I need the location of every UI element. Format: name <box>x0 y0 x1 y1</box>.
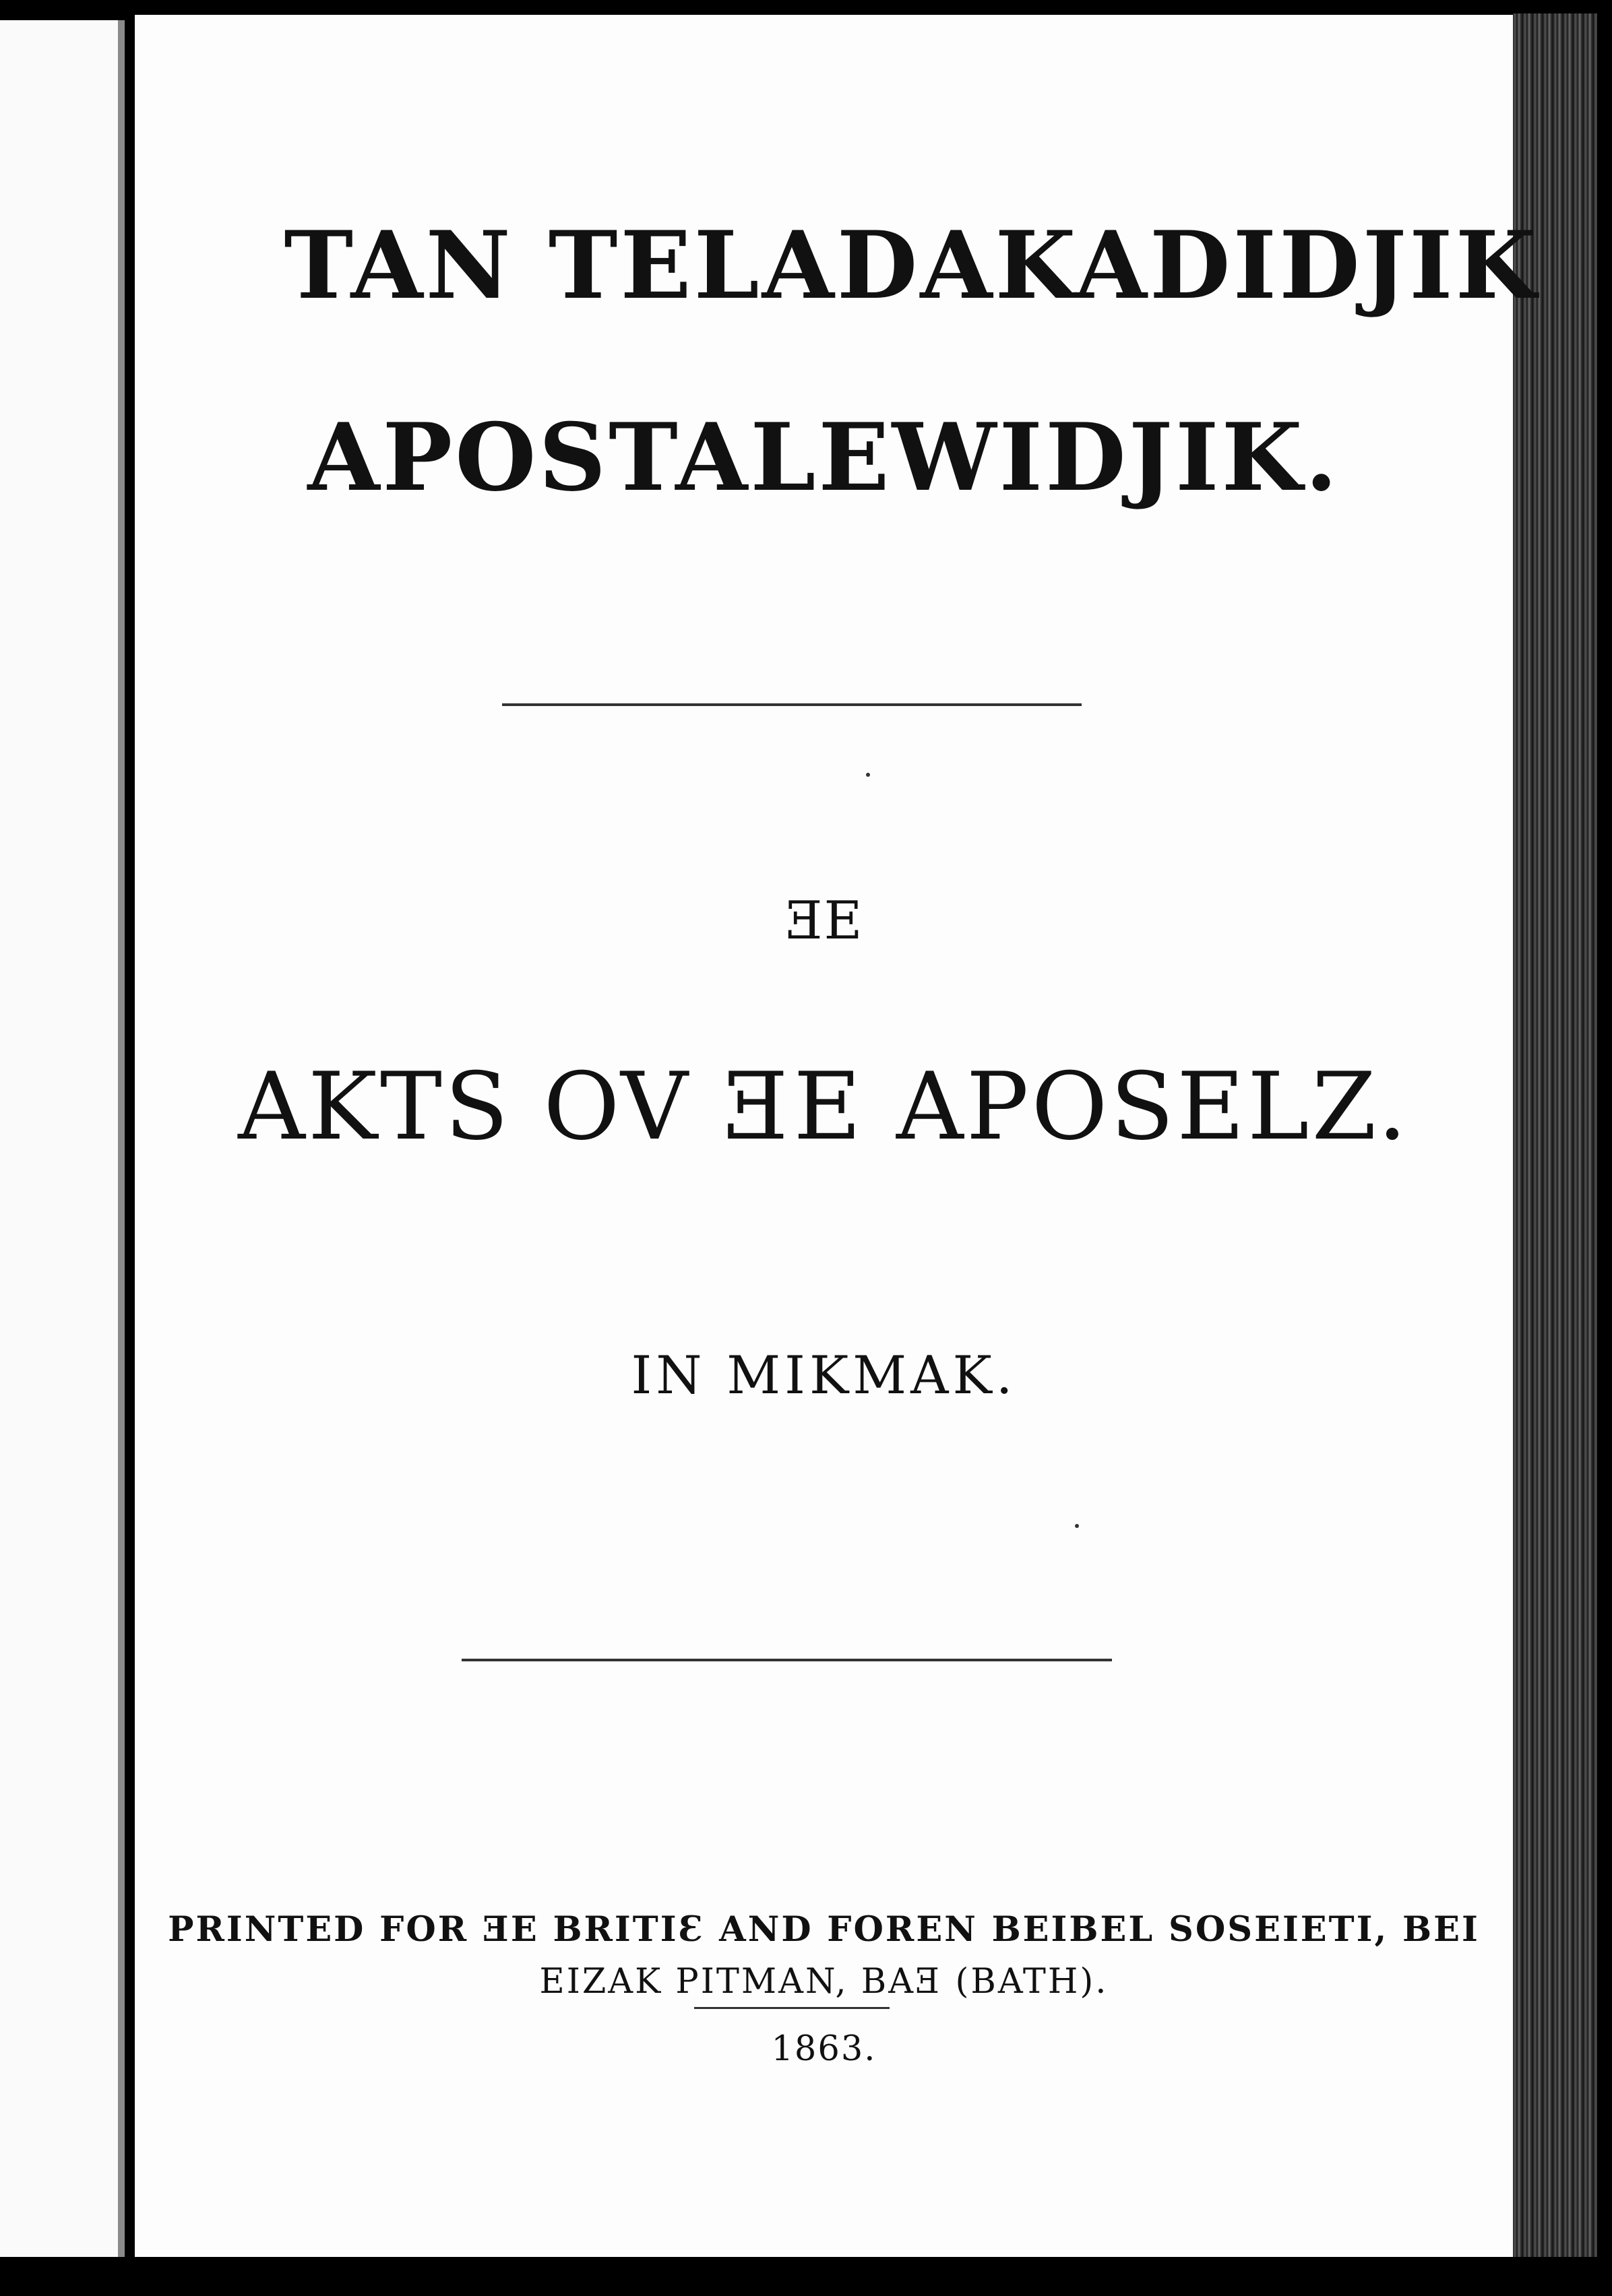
paper-speck <box>866 773 870 777</box>
bottom-scan-edge <box>0 2257 1612 2296</box>
book-page-edges <box>1513 13 1597 2264</box>
divider-rule-short <box>694 2007 890 2009</box>
title-line-2: APOSTALEWIDJIK. <box>307 402 1340 512</box>
left-page-edge <box>0 20 125 2264</box>
imprint-line-1: PRINTED FOR ƎE BRITIƐ AND FOREN BEIBEL SOSEIETI, BEI <box>168 1909 1480 1950</box>
title-line-1: TAN TELADAKADIDJIK <box>284 210 1539 320</box>
publication-year: 1863. <box>771 2029 877 2069</box>
divider-rule-top <box>502 703 1082 706</box>
language-line: IN MIKMAK. <box>631 1345 1017 1406</box>
imprint-line-2: EIZAK PITMAN, BAƎ (BATH). <box>539 1962 1109 2002</box>
paper-speck <box>1075 1524 1079 1528</box>
title-page <box>135 15 1539 2258</box>
article-the: ƎE <box>785 891 863 951</box>
subtitle: AKTS OV ƎE APOSELZ. <box>238 1052 1410 1161</box>
divider-rule-middle <box>462 1659 1112 1661</box>
